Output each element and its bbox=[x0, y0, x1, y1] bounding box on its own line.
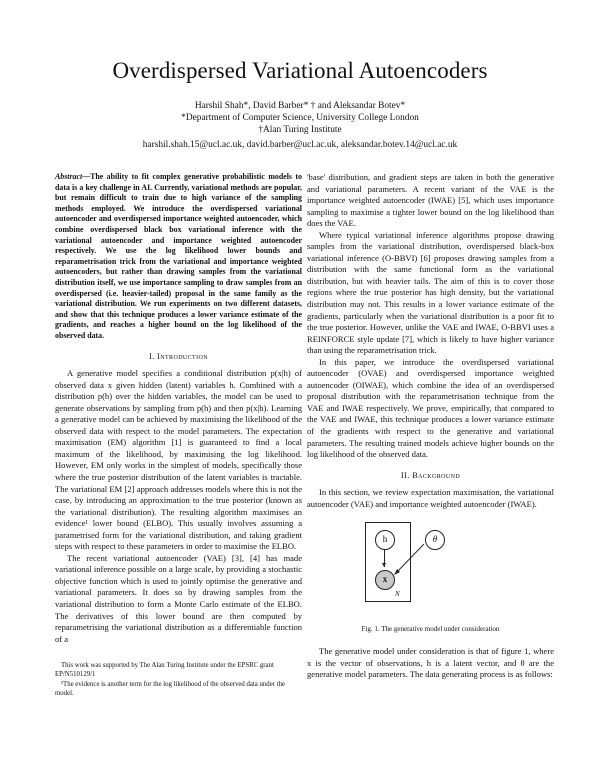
section-heading-introduction: I. Introduction bbox=[148, 351, 208, 361]
affiliation-ucl: *Department of Computer Science, University College London bbox=[181, 113, 419, 123]
footnote-funding: This work was supported by The Alan Turing Institute under the EPSRC grant EP/N510129/1 bbox=[55, 662, 274, 678]
footnote-evidence: ¹The evidence is another term for the log likelihood of the observed data under the model. bbox=[55, 681, 285, 697]
affiliation-turing: †Alan Turing Institute bbox=[258, 125, 342, 135]
parameter-node-theta: θ bbox=[425, 530, 445, 550]
figure-1-graphical-model bbox=[307, 518, 554, 646]
right-paragraph-2: Where typical variational inference algorithms propose drawing samples from the variational distribution, overdispersed black-box variational inference (O-BBVI) [6] proposes drawing samples from a distribution with the same functional form as the variational distribution, but with heavier tails. The aim of this is to cover those regions where the true posterior has high density, but the variational distribution may not. This results in a lower variance estimate of the gradients, particularly when the variational distribution is a poor fit to the true posterior. However, unlike the VAE and IWAE, O-BBVI uses a REINFORCE style update [7], which is likely to have higher variance than using the reparametrisation trick. bbox=[307, 229, 554, 356]
right-paragraph-1: 'base' distribution, and gradient steps are taken in both the generative and variational parameters. A recent variant of the VAE is the importance weighted autoencoder (IWAE) [5], which uses importance sampling to maximise a tighter lower bound on the log likelihood than does the VAE. bbox=[307, 172, 554, 229]
right-column bbox=[307, 172, 554, 681]
intro-paragraph-2: The recent variational autoencoder (VAE) [3], [4] has made variational inference possible on a large scale, by providing a stochastic objective function which is used to jointly optimise the generative and variational parameters. It does so by drawing samples from the variational distribution to form a Monte Carlo estimate of the ELBO. The derivatives of this lower bound are then computed by reparametrising the variational distribution as a differentiable function of a bbox=[55, 552, 302, 644]
theta-to-x-edge bbox=[396, 544, 424, 573]
h-to-x-edge bbox=[384, 549, 385, 567]
footnotes bbox=[55, 662, 302, 700]
authors-line: Harshil Shah*, David Barber* † and Aleksandar Botev* bbox=[194, 101, 406, 111]
intro-paragraph-1: A generative model specifies a conditional distribution p(x|h) of observed data x given hidden (latent) variables h. Combined with a distribution p(h) over the hidden variables, the model can be used to generate observations by sampling from p(h) and then p(x|h). Learning a generative model can be achieved by maximising the likelihood of the observed data with respect to the model parameters. The expectation maximisation (EM) algorithm [1] is guaranteed to find a local maximum of the likelihood, by maximising the log likelihood. However, EM only works in the simplest of models, specifically those where the true posterior distribution of the latent variables is tractable. The variational EM [2] approach addresses models where this is not the case, by introducing an approximation to the true posterior (known as the variational distribution). The resulting algorithm maximises an evidence¹ lower bound (ELBO). This usually involves assuming a parametrised form for the variational distribution, and taking gradient steps with respect to these parameters in order to maximise the ELBO. bbox=[55, 368, 302, 552]
left-column bbox=[55, 172, 302, 645]
abstract bbox=[55, 172, 302, 342]
section-heading-background: II. Background bbox=[400, 470, 461, 480]
latent-node-h: h bbox=[375, 530, 395, 550]
author-block bbox=[0, 100, 600, 151]
paper-title: Overdispersed Variational Autoencoders bbox=[112, 58, 488, 83]
plate-label-n: N bbox=[395, 590, 400, 599]
abstract-label: Abstract bbox=[55, 172, 83, 181]
figure-caption: Fig. 1. The generative model under consideration bbox=[361, 625, 500, 634]
after-figure-paragraph: The generative model under consideration is that of figure 1, where x is the vector of observations, h is a latent vector, and θ are the generative model parameters. The data generating process is as follows: bbox=[307, 646, 554, 680]
author-emails: harshil.shah.15@ucl.ac.uk, david.barber@ucl.ac.uk, aleksandar.botev.14@ucl.ac.uk bbox=[142, 140, 458, 150]
observed-node-x: x bbox=[375, 570, 395, 590]
right-paragraph-3: In this paper, we introduce the overdispersed variational autoencoder (OVAE) and overdispersed importance weighted autoencoder (OIWAE), which combine the idea of an overdispersed proposal distribution with the reparametrisation technique from the VAE and IWAE respectively. We prove, empirically, that compared to the VAE and IWAE, this technique produces a lower variance estimate of the gradients with respect to the generative and variational parameters. The resulting trained models achieve higher bounds on the log likelihood of the observed data. bbox=[307, 356, 554, 460]
abstract-text: —The ability to fit complex generative probabilistic models to data is a key challenge in AI. Currently, variational methods are popular, but remain difficult to train due to high variance of the sampling methods employed. We introduce the overdispersed variational autoencoder and overdispersed importance weighted autoencoder, which combine overdispersed black box variational inference with the variational autoencoder and importance weighted autoencoder respectively. We use the log likelihood lower bounds and reparametrisation trick from the variational and importance weighted autoencoders, but rather than drawing samples from the variational distribution itself, we use importance sampling to draw samples from an overdispersed (i.e. heavier-tailed) proposal in the same family as the variational distribution. We run experiments on two different datasets, and show that this technique produces a lower variance estimate of the gradients, and reaches a higher bound on the log likelihood of the observed data. bbox=[55, 172, 302, 340]
background-paragraph-1: In this section, we review expectation maximisation, the variational autoencoder (VAE) and importance weighted autoencoder (IWAE). bbox=[307, 487, 554, 509]
